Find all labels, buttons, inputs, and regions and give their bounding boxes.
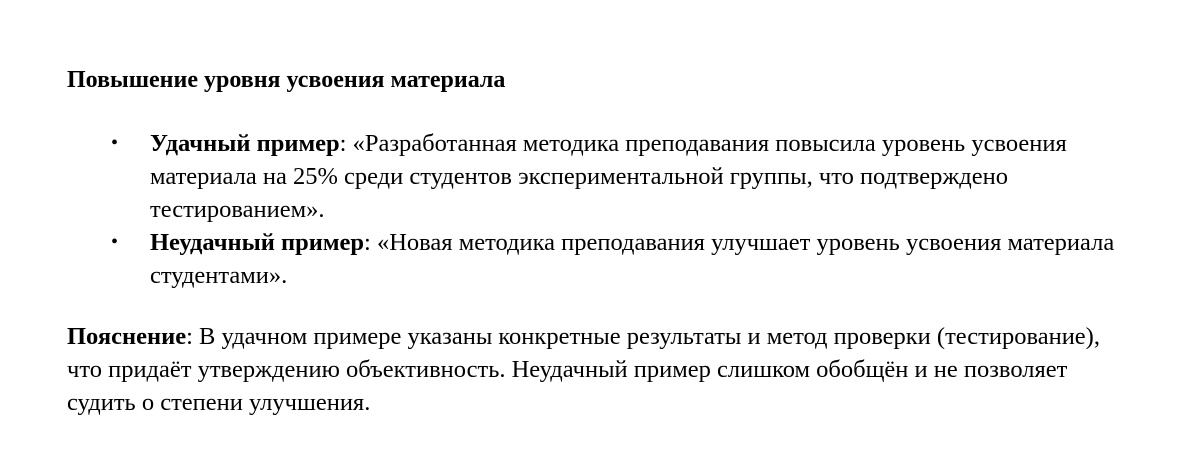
good-example-label: Удачный пример xyxy=(150,130,340,157)
bad-example-label: Неудачный пример xyxy=(150,229,365,256)
good-example-separator: : xyxy=(339,130,353,157)
explanation-text: В удачном примере указаны конкретные результаты и метод проверки (тестирование), что придаёт утверждению объективность. Неудачный пример слишком обобщён и не позволяет судить о степени улучшения. xyxy=(67,323,1100,416)
bad-example-separator: : xyxy=(364,229,377,256)
explanation-separator: : xyxy=(186,323,200,350)
explanation-label: Пояснение xyxy=(67,323,187,350)
bullet-icon: • xyxy=(111,231,119,253)
good-example-text: «Разработанная методика преподавания повысила уровень усвоения материала на 25% среди студентов экспериментальной группы, что подтверждено тестированием». xyxy=(150,130,1067,223)
bullet-icon: • xyxy=(111,132,119,154)
section-heading: Повышение уровня усвоения материала xyxy=(67,67,506,93)
bad-example-text: «Новая методика преподавания улучшает уровень усвоения материала студентами». xyxy=(150,229,1115,289)
examples-list xyxy=(67,127,1127,292)
explanation-paragraph xyxy=(67,320,1127,419)
list-item-good-example xyxy=(67,127,1127,226)
list-item-bad-example xyxy=(67,226,1127,292)
